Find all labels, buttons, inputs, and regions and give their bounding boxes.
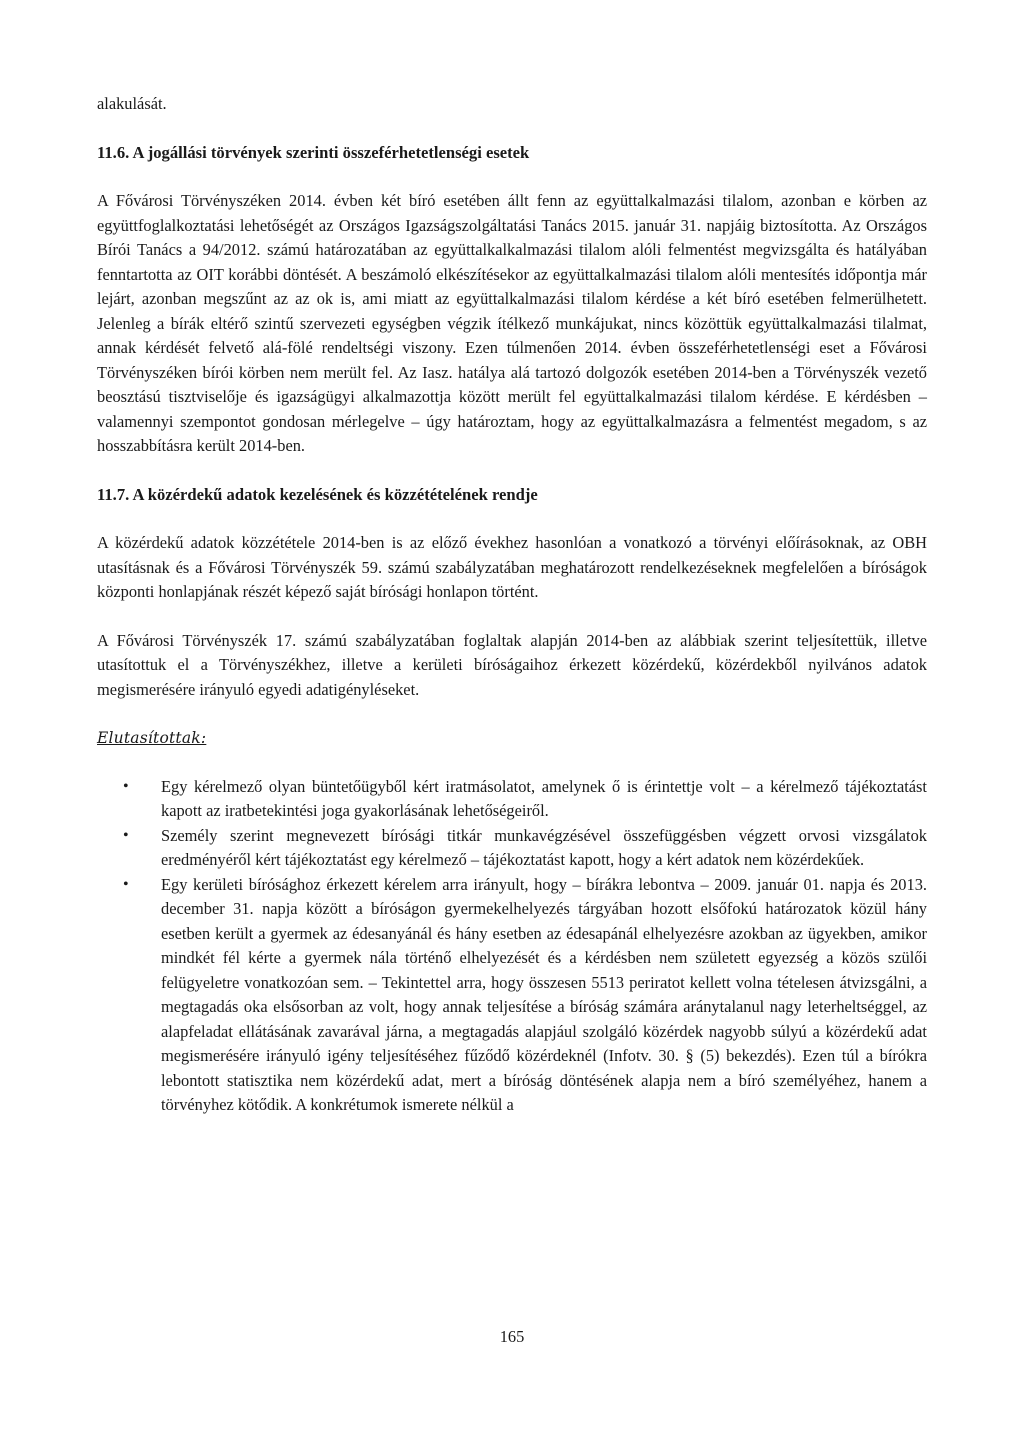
- rejected-subheading: Elutasítottak:: [97, 729, 207, 747]
- bullet-icon: •: [123, 777, 129, 795]
- section-heading-11-6: [97, 141, 927, 166]
- section-heading-11-7: [97, 483, 927, 508]
- page-number: 165: [499, 1327, 525, 1346]
- section-number: 11.7.: [97, 484, 130, 504]
- list-item-text: Egy kerületi bírósághoz érkezett kérelem arra irányult, hogy – bírákra lebontva – 2009. január 01. napja és 2013. december 31. napja között a bíróságon gyermekelhelyezés tárgyában hozott elsőfokú határozatok közül hány esetben került a gyermek az édesanyánál és hány esetben az édesapánál elhelyezésre azokban az ügyekben, amikor mindkét fél kérte a gyermek nála történő elhelyezését és a kérdésben nem született egyezség a közös szülői felügyeletre vonatkozóan sem. – Tekintettel arra, hogy összesen 5513 periratot kellett volna tételesen átvizsgálni, a megtagadás oka elsősorban az volt, hogy annak teljesítése a bíróság számára aránytalanul nagy leterheltséggel, az alapfeladat ellátásának zavarával járna, a megtagadás alapjául szolgáló közérdek nagyobb súlyú a közérdekű adat megismerésére irányuló igény teljesítéséhez fűződő közérdeknél (Infotv. 30. § (5) bekezdés). Ezen túl a bírókra lebontott statisztika nem közérdekű adat, mert a bíróság döntésének alapja nem a bíró személyéhez, hanem a törvényhez kötődik. A konkrétumok ismerete nélkül a: [161, 874, 927, 1114]
- document-page: [97, 92, 927, 1118]
- section-11-6-paragraph: A Fővárosi Törvényszéken 2014. évben két bíró esetében állt fenn az együttalkalmazási tilalom, azonban e körben az együttfoglalkoztatási lehetőségét az Országos Igazságszolgáltatási Tanács 2015. január 31. napjáig biztosította. Az Országos Bírói Tanács a 94/2012. számú határozatában az együttalkalkalmazási tilalom alóli felmentést megvizsgálta és hatályában fenntartotta az OIT korábbi döntését. A beszámoló elkészítésekor az együttalkalmazási tilalom alóli mentesítés időpontja már lejárt, azonban megszűnt az az ok is, ami miatt az együttalkalmazási tilalom kérdése a két bíró esetében felmerülhetett. Jelenleg a bírák eltérő szintű szervezeti egységben végzik ítélkező munkájukat, nincs közöttük együttalkalmazási tilalmat, annak kérdését felvető alá-fölé rendeltségi viszony. Ezen túlmenően 2014. évben összeférhetetlenségi eset a Fővárosi Törvényszéken bírói körben nem merült fel. Az Iasz. hatálya alá tartozó dolgozók esetében 2014-ben a Törvényszék vezető beosztású tisztviselője és igazságügyi alkalmazottja között merült fel együttalkalmazási tilalom kérdése. E kérdésben – valamennyi szempontot gondosan mérlegelve – úgy határoztam, hogy az együttalkalmazásra a felmentést megadom, s az hosszabbításra került 2014-ben.: [97, 191, 927, 455]
- list-item: [97, 873, 927, 1118]
- section-title: A jogállási törvények szerinti összeférhetetlenségi esetek: [132, 142, 530, 162]
- section-number: 11.6.: [97, 142, 130, 162]
- list-item: [97, 775, 927, 824]
- bullet-icon: •: [123, 826, 129, 844]
- carryover-text: alakulását.: [97, 94, 167, 113]
- section-11-7-paragraph-2: A Fővárosi Törvényszék 17. számú szabályzatában foglaltak alapján 2014-ben az alábbiak szerint teljesítettük, illetve utasítottuk el a Törvényszékhez, illetve a kerületi bíróságaihoz érkezett közérdekű, közérdekből nyilvános adatok megismerésére irányuló egyedi adatigényléseket.: [97, 630, 927, 699]
- bullet-icon: •: [123, 875, 129, 893]
- rejected-list: [97, 775, 927, 1118]
- section-11-7-paragraph-1: A közérdekű adatok közzététele 2014-ben is az előző évekhez hasonlóan a vonatkozó a törvényi előírásoknak, az OBH utasításnak és a Fővárosi Törvényszék 59. számú szabályzatában meghatározott rendelkezéseknek megfelelően a bíróságok központi honlapjának részét képező saját bírósági honlapon történt.: [97, 533, 927, 601]
- list-item-text: Egy kérelmező olyan büntetőügyből kért iratmásolatot, amelynek ő is érintettje volt – a kérelmező tájékoztatást kapott az iratbetekintési joga gyakorlásának lehetőségeiről.: [161, 776, 927, 820]
- section-title: A közérdekű adatok kezelésének és közzétételének rendje: [132, 484, 538, 504]
- list-item-text: Személy szerint megnevezett bírósági titkár munkavégzésével összefüggésben végzett orvosi vizsgálatok eredményéről kért tájékoztatást egy kérelmező – tájékoztatást kapott, hogy a kért adatok nem közérdekűek.: [161, 825, 927, 869]
- list-item: [97, 824, 927, 873]
